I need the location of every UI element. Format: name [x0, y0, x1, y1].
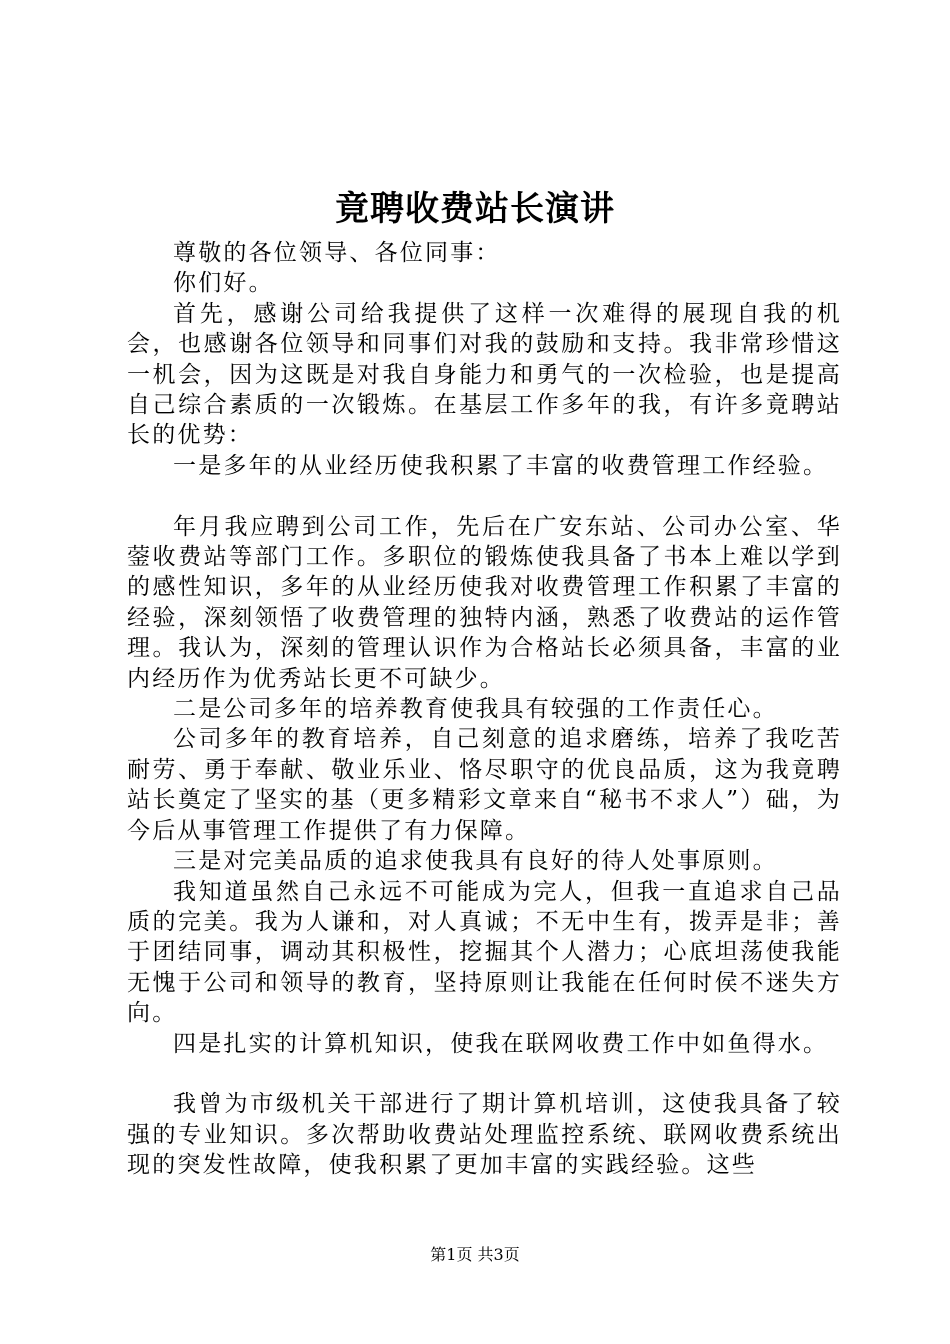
point-heading: 一是多年的从业经历使我积累了丰富的收费管理工作经验。 — [173, 452, 829, 479]
paragraph: 公司多年的教育培养，自己刻意的追求磨练，培养了我吃苦耐劳、勇于奉献、敬业乐业、恪尽职守的优良品质，这为我竟聘站长奠定了坚实的基（更多精彩文章来自“秘书不求人”）础，为今后从事管理工作提供了有力保障。 — [127, 726, 842, 844]
greeting: 你们好。 — [173, 270, 274, 297]
page-footer: 第1页 共3页 — [430, 1245, 520, 1264]
paragraph: 我知道虽然自己永远不可能成为完人，但我一直追求自己品质的完美。我为人谦和，对人真诚；不无中生有，拨弄是非；善于团结同事，调动其积极性，挖掘其个人潜力；心底坦荡使我能无愧于公司和领导的教育，坚持原则让我能在任何时侯不迷失方向。 — [127, 878, 842, 1027]
point-heading: 四是扎实的计算机知识，使我在联网收费工作中如鱼得水。 — [173, 1030, 829, 1057]
document-body — [127, 238, 842, 1181]
document-title: 竟聘收费站长演讲 — [335, 189, 615, 229]
point-heading: 三是对完美品质的追求使我具有良好的待人处事原则。 — [173, 848, 778, 875]
point-heading: 二是公司多年的培养教育使我具有较强的工作责任心。 — [173, 696, 778, 723]
salutation: 尊敬的各位领导、各位同事： — [173, 240, 501, 266]
paragraph: 首先，感谢公司给我提供了这样一次难得的展现自我的机会，也感谢各位领导和同事们对我的鼓励和支持。我非常珍惜这一机会，因为这既是对我自身能力和勇气的一次检验，也是提高自己综合素质的一次锻炼。在基层工作多年的我，有许多竟聘站长的优势： — [127, 300, 842, 449]
paragraph: 我曾为市级机关干部进行了期计算机培训，这使我具备了较强的专业知识。多次帮助收费站处理监控系统、联网收费系统出现的突发性故障，使我积累了更加丰富的实践经验。这些 — [127, 1091, 842, 1179]
paragraph: 年月我应聘到公司工作，先后在广安东站、公司办公室、华蓥收费站等部门工作。多职位的锻炼使我具备了书本上难以学到的感性知识，多年的从业经历使我对收费管理工作积累了丰富的经验，深刻领悟了收费管理的独特内涵，熟悉了收费站的运作管理。我认为，深刻的管理认识作为合格站长必须具备，丰富的业内经历作为优秀站长更不可缺少。 — [127, 513, 842, 692]
